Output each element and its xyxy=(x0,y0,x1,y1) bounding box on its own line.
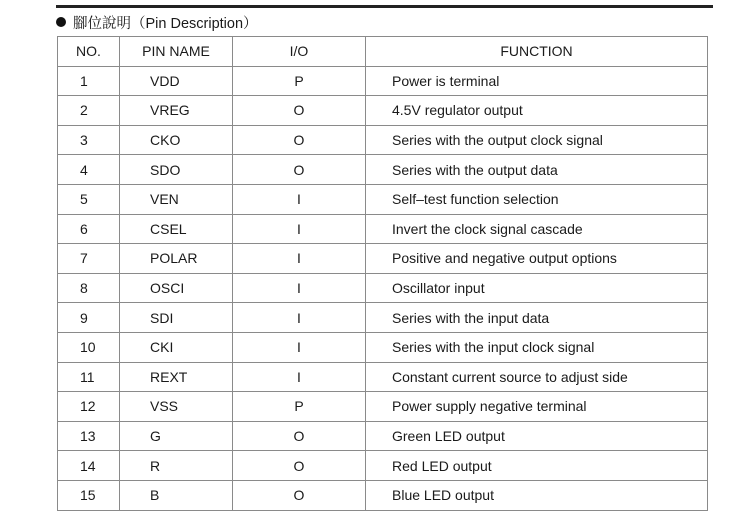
cell-io: P xyxy=(233,392,366,422)
cell-io: O xyxy=(233,125,366,155)
cell-io: O xyxy=(233,96,366,126)
cell-no: 15 xyxy=(58,480,120,510)
cell-io: I xyxy=(233,184,366,214)
cell-no: 10 xyxy=(58,332,120,362)
cell-pin-name: VSS xyxy=(120,392,233,422)
cell-function: Blue LED output xyxy=(366,480,708,510)
cell-function: 4.5V regulator output xyxy=(366,96,708,126)
cell-io: I xyxy=(233,273,366,303)
cell-io: I xyxy=(233,214,366,244)
cell-no: 5 xyxy=(58,184,120,214)
cell-io: P xyxy=(233,66,366,96)
table-row xyxy=(58,96,708,126)
cell-no: 2 xyxy=(58,96,120,126)
table-row xyxy=(58,480,708,510)
cell-function: Constant current source to adjust side xyxy=(366,362,708,392)
cell-function: Series with the output clock signal xyxy=(366,125,708,155)
cell-function: Oscillator input xyxy=(366,273,708,303)
cell-function: Invert the clock signal cascade xyxy=(366,214,708,244)
table-row xyxy=(58,273,708,303)
cell-pin-name: G xyxy=(120,421,233,451)
header-function: FUNCTION xyxy=(366,37,708,67)
table-row xyxy=(58,155,708,185)
table-body xyxy=(58,66,708,510)
table-row xyxy=(58,332,708,362)
table-row xyxy=(58,214,708,244)
cell-no: 6 xyxy=(58,214,120,244)
cell-pin-name: VREG xyxy=(120,96,233,126)
cell-function: Red LED output xyxy=(366,451,708,481)
section-title xyxy=(56,12,258,32)
cell-function: Series with the input data xyxy=(366,303,708,333)
cell-pin-name: CKI xyxy=(120,332,233,362)
cell-no: 12 xyxy=(58,392,120,422)
table-row xyxy=(58,244,708,274)
cell-pin-name: POLAR xyxy=(120,244,233,274)
table-row xyxy=(58,125,708,155)
cell-pin-name: SDI xyxy=(120,303,233,333)
cell-no: 3 xyxy=(58,125,120,155)
pin-description-table xyxy=(57,36,708,511)
cell-io: O xyxy=(233,421,366,451)
table-row xyxy=(58,184,708,214)
cell-function: Green LED output xyxy=(366,421,708,451)
cell-io: I xyxy=(233,244,366,274)
cell-no: 13 xyxy=(58,421,120,451)
cell-no: 14 xyxy=(58,451,120,481)
cell-function: Positive and negative output options xyxy=(366,244,708,274)
header-pin-name: PIN NAME xyxy=(120,37,233,67)
table-row xyxy=(58,451,708,481)
cell-function: Series with the input clock signal xyxy=(366,332,708,362)
cell-no: 11 xyxy=(58,362,120,392)
cell-pin-name: B xyxy=(120,480,233,510)
table-row xyxy=(58,421,708,451)
cell-pin-name: CSEL xyxy=(120,214,233,244)
cell-pin-name: REXT xyxy=(120,362,233,392)
cell-function: Power supply negative terminal xyxy=(366,392,708,422)
cell-io: O xyxy=(233,155,366,185)
cell-pin-name: CKO xyxy=(120,125,233,155)
cell-pin-name: VDD xyxy=(120,66,233,96)
cell-function: Series with the output data xyxy=(366,155,708,185)
cell-no: 1 xyxy=(58,66,120,96)
table-row xyxy=(58,392,708,422)
cell-no: 8 xyxy=(58,273,120,303)
table-row xyxy=(58,66,708,96)
cell-pin-name: VEN xyxy=(120,184,233,214)
table-row xyxy=(58,303,708,333)
bullet-icon xyxy=(56,17,66,27)
cell-function: Power is terminal xyxy=(366,66,708,96)
cell-io: O xyxy=(233,480,366,510)
table-row xyxy=(58,362,708,392)
section-title-text: 腳位說明（Pin Description） xyxy=(73,15,258,32)
cell-io: I xyxy=(233,332,366,362)
header-io: I/O xyxy=(233,37,366,67)
cell-pin-name: R xyxy=(120,451,233,481)
cell-io: I xyxy=(233,303,366,333)
cell-no: 7 xyxy=(58,244,120,274)
table-header-row xyxy=(58,37,708,67)
cell-function: Self–test function selection xyxy=(366,184,708,214)
cell-io: I xyxy=(233,362,366,392)
top-rule xyxy=(56,5,713,8)
cell-no: 4 xyxy=(58,155,120,185)
cell-pin-name: SDO xyxy=(120,155,233,185)
cell-no: 9 xyxy=(58,303,120,333)
cell-io: O xyxy=(233,451,366,481)
header-no: NO. xyxy=(58,37,120,67)
cell-pin-name: OSCI xyxy=(120,273,233,303)
